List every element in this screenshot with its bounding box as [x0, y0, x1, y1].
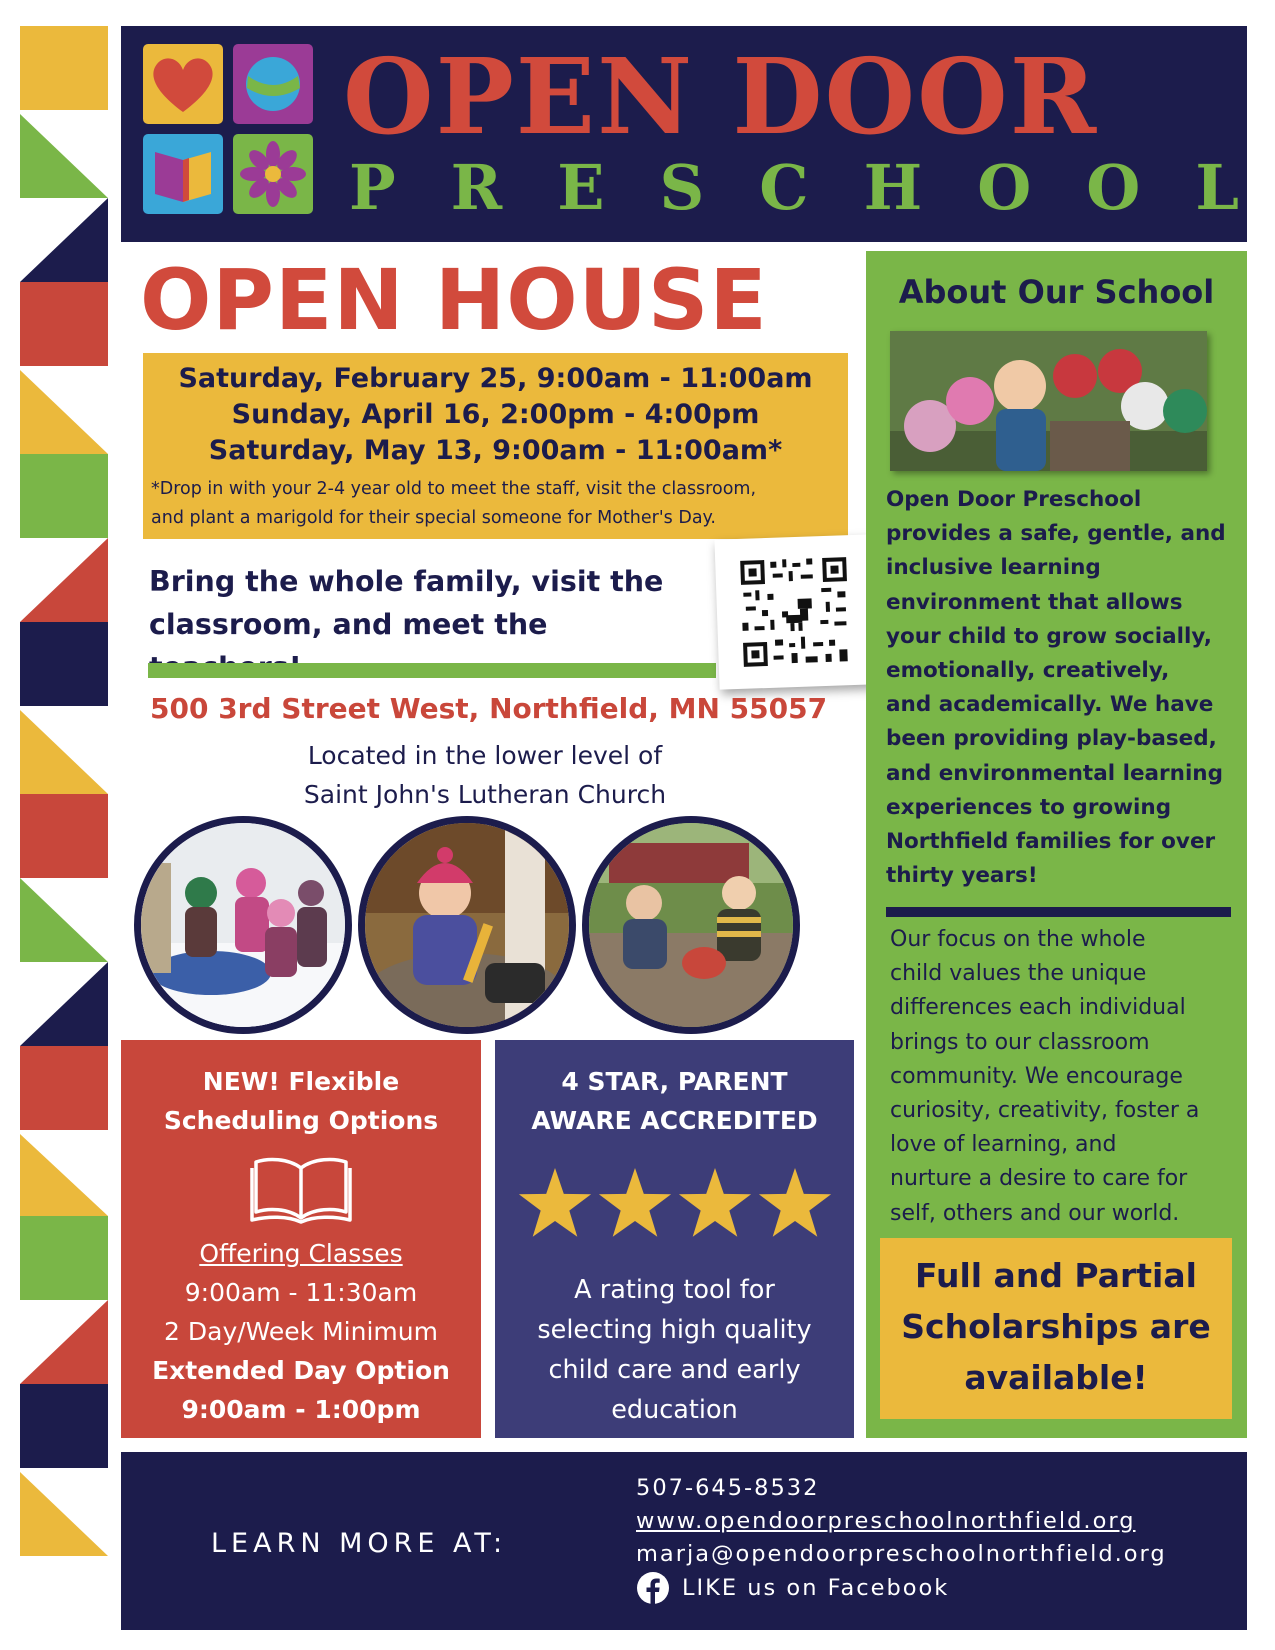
family-line: classroom, and meet the [149, 608, 548, 641]
heart-icon [143, 44, 223, 124]
text-line: been providing play-based, [886, 726, 1217, 752]
text-line: emotionally, creatively, [886, 658, 1170, 684]
star-icon [518, 1168, 590, 1237]
date-line: Sunday, April 16, 2:00pm - 4:00pm [231, 399, 760, 430]
star-icon [758, 1168, 830, 1237]
note-line: *Drop in with your 2-4 year old to meet the staff, visit the classroom, [151, 479, 757, 499]
scholarship-text [880, 1250, 1232, 1403]
text-line: inclusive learning [886, 555, 1101, 581]
footer [121, 1452, 1247, 1630]
address: 500 3rd Street West, Northfield, MN 55057 [150, 692, 828, 725]
brand-letter: O [1086, 151, 1141, 224]
photo-kids-in-snow [134, 816, 352, 1034]
book-icon [143, 134, 223, 214]
star-icon [678, 1168, 750, 1237]
text-line: Open Door Preschool [886, 487, 1142, 512]
extended-day-time: 9:00am - 1:00pm [181, 1395, 421, 1424]
text-line: provides a safe, gentle, and [886, 521, 1226, 547]
desc-line: child care and early [548, 1355, 801, 1385]
title-line: AWARE ACCREDITED [531, 1106, 818, 1135]
accreditation-description [495, 1270, 854, 1430]
text-line: nurture a desire to care for [890, 1166, 1188, 1192]
learn-more-label: LEARN MORE AT: [211, 1528, 508, 1559]
title-line: NEW! Flexible [202, 1067, 400, 1096]
facebook-label: LIKE us on Facebook [682, 1574, 950, 1601]
flower-icon [233, 134, 313, 214]
text-line: self, others and our world. [890, 1200, 1180, 1226]
accreditation-title [495, 1062, 854, 1140]
text-line: love of learning, and [890, 1132, 1117, 1158]
date-line: Saturday, May 13, 9:00am - 11:00am* [208, 435, 783, 466]
text-line: Scholarships are [901, 1307, 1211, 1346]
extended-day-label: Extended Day Option [152, 1356, 450, 1385]
text-line: brings to our classroom [890, 1029, 1150, 1055]
divider [148, 663, 716, 678]
location-line: Located in the lower level of [307, 741, 663, 770]
text-line: differences each individual [890, 995, 1186, 1021]
open-house-title: OPEN HOUSE [140, 251, 768, 349]
scheduling-box [121, 1040, 481, 1438]
text-line: Full and Partial [915, 1256, 1197, 1295]
accreditation-box [495, 1040, 854, 1438]
qr-code[interactable] [714, 534, 875, 689]
title-line: 4 STAR, PARENT [561, 1067, 788, 1096]
ball-icon [233, 44, 313, 124]
star-icon [598, 1168, 670, 1237]
about-paragraph-2 [890, 923, 1235, 1231]
brand-name-top: OPEN DOOR [343, 35, 1099, 158]
about-title: About Our School [898, 273, 1215, 311]
brand-letter: P [349, 151, 396, 224]
text-line: your child to grow socially, [886, 623, 1212, 649]
desc-line: selecting high quality [537, 1315, 812, 1345]
contact-info [636, 1472, 1167, 1605]
text-line: thirty years! [886, 863, 1038, 889]
offering-classes-label: Offering Classes [199, 1239, 403, 1268]
desc-line: education [611, 1395, 738, 1425]
text-line: community. We encourage [890, 1063, 1183, 1089]
brand-letter: L [1195, 151, 1239, 224]
photo-child-digging [358, 816, 576, 1034]
desc-line: A rating tool for [574, 1275, 775, 1305]
text-line: Our focus on the whole [890, 927, 1146, 952]
location-note [150, 736, 820, 814]
open-book-icon [250, 1154, 352, 1224]
phone-number[interactable]: 507-645-8532 [636, 1475, 820, 1501]
class-time: 9:00am - 11:30am [184, 1278, 418, 1307]
dinosaur-icon [782, 598, 813, 631]
email-link[interactable]: marja@opendoorpreschoolnorthfield.org [636, 1541, 1167, 1567]
dates-box [143, 353, 848, 539]
text-line: child values the unique [890, 961, 1147, 987]
scholarship-box [880, 1238, 1232, 1419]
brand-letter: H [863, 151, 923, 224]
text-line: curiosity, creativity, foster a [890, 1098, 1200, 1124]
brand-letter: E [557, 151, 605, 224]
brand-name-bottom [349, 151, 1239, 224]
brand-letter: O [977, 151, 1032, 224]
location-line: Saint John's Lutheran Church [303, 780, 667, 809]
photo-kids-group [890, 331, 1207, 471]
brand-letter: C [759, 151, 809, 224]
facebook-icon [636, 1571, 670, 1605]
decorative-side-strip [20, 26, 108, 1630]
text-line: Northfield families for over [886, 829, 1216, 855]
header-banner [121, 26, 1247, 242]
logo [143, 44, 313, 214]
text-line: available! [964, 1358, 1148, 1397]
note-line: and plant a marigold for their special someone for Mother's Day. [151, 508, 716, 528]
scheduling-title [121, 1062, 481, 1140]
photo-kids-sandbox [582, 816, 800, 1034]
text-line: and environmental learning [886, 760, 1224, 786]
date-line: Saturday, February 25, 9:00am - 11:00am [178, 363, 813, 394]
minimum-days: 2 Day/Week Minimum [164, 1317, 438, 1346]
about-section [866, 251, 1247, 1438]
text-line: experiences to growing [886, 794, 1172, 820]
text-line: environment that allows [886, 589, 1183, 615]
family-line: Bring the whole family, visit the [149, 565, 664, 598]
divider [886, 907, 1231, 917]
brand-letter: S [659, 151, 705, 224]
text-line: and academically. We have [886, 692, 1214, 718]
about-paragraph-1 [886, 483, 1231, 893]
star-rating [515, 1166, 835, 1246]
drop-in-note [151, 475, 848, 533]
brand-letter: R [450, 151, 503, 224]
facebook-link[interactable] [636, 1571, 1167, 1605]
website-link[interactable]: www.opendoorpreschoolnorthfield.org [636, 1508, 1136, 1534]
title-line: Scheduling Options [163, 1106, 439, 1135]
